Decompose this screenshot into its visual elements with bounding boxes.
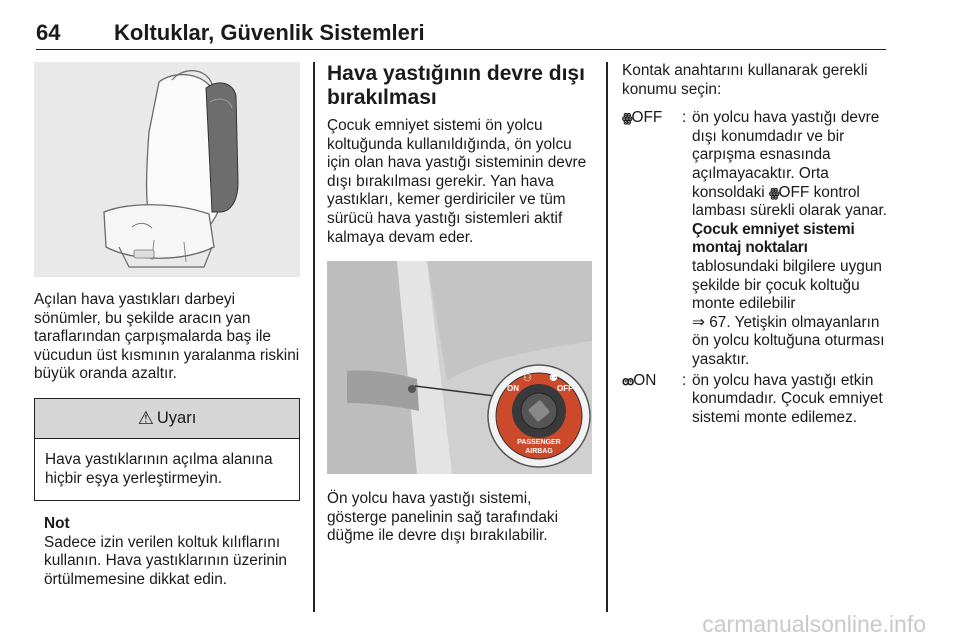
column-left [34, 62, 300, 590]
site-watermark: carmanualsonline.info [702, 611, 926, 637]
note-block [34, 515, 300, 589]
column-right [622, 62, 890, 429]
section-heading: Hava yastığının devre dışı bırakılması [327, 62, 585, 109]
switch-off-label: OFF [557, 384, 573, 394]
switch-passenger-label: PASSENGER [517, 439, 561, 447]
section-paragraph: Çocuk emniyet sistemi ön yolcu koltuğunda kullanıldığında, ön yolcu için olan hava yastığı sisteminin devre dışı bırakılması gerekir. Yan hava yastıkları, kemer gerdiriciler ve tüm sürücü hava yastığı sistemleri aktif kalmaya devam eder. [327, 117, 587, 246]
page-header [36, 18, 886, 50]
airbag-switch-photo [327, 261, 592, 474]
airbag-off-icon: ꙮ [622, 111, 632, 126]
page-reference-arrow-icon: ⇒ [692, 313, 705, 331]
dashboard-switch-drawing [327, 261, 592, 474]
switch-airbag-label: AIRBAG [525, 448, 553, 456]
switch-airbag-on-icon: ⚇ [523, 373, 532, 385]
list-item-on: ꙭON : ön yolcu hava yastığı etkin konumdadır. Çocuk emniyet sistemi monte edilemez. [622, 372, 890, 428]
list-item-off: ꙮOFF : ön yolcu hava yastığı devre dışı konumdadır ve bir çarpışma esnasında açılmayacaktır. Orta konsoldaki ꙮOFF kontrol lambası sürekli olarak yanar. Çocuk emniyet sistemi montaj noktaları tablosundaki bilgilere uygun şekilde bir çocuk koltuğu monte edilebilir ⇒ 67. Yetişkin olmayanların ön yolcu koltuğuna oturması yasaktır. [622, 109, 890, 369]
chapter-title: Koltuklar, Güvenlik Sistemleri [114, 20, 425, 45]
page-reference[interactable]: 67 [709, 313, 727, 331]
instruction-intro: Kontak anahtarını kullanarak gerekli konumu seçin: [622, 62, 868, 98]
page-number: 64 [36, 20, 61, 45]
warning-header [35, 399, 299, 439]
switch-on-label: ON [507, 384, 519, 394]
seat-airbag-illustration [34, 62, 300, 277]
column-divider-right [606, 62, 608, 612]
column-middle [327, 62, 592, 546]
off-term: OFF [631, 109, 663, 127]
off-description: ön yolcu hava yastığı devre dışı konumdadır ve bir çarpışma esnasında açılmayacaktır. Orta konsoldaki ꙮOFF kontrol lambası sürekli olarak yanar. Çocuk emniyet sistemi montaj noktaları tablosundaki bilgilere uygun şekilde bir çocuk koltuğu monte edilebilir ⇒ 67. Yetişkin olmayanların ön yolcu koltuğuna oturması yasaktır. [692, 109, 888, 368]
airbag-on-icon: ꙭ [622, 373, 634, 388]
on-term: ON [633, 371, 657, 389]
airbag-off-icon-inline: ꙮ [769, 185, 779, 200]
column-divider-left [313, 62, 315, 612]
note-text: Sadece izin verilen koltuk kılıflarını kullanın. Hava yastıklarının üzerinin örtülmemesine dikkat edin. [44, 533, 287, 588]
switch-airbag-off-icon: ⚉ [549, 373, 558, 385]
intro-paragraph: Açılan hava yastıkları darbeyi sönümler, bu şekilde aracın yan taraflarından çarpışmalarda baş ile vücudun üst kısmının yaralanma riskini büyük oranda azaltır. [34, 291, 300, 383]
on-description: ön yolcu hava yastığı etkin konumdadır. Çocuk emniyet sistemi monte edilemez. [692, 371, 883, 426]
warning-text: Hava yastıklarının açılma alanına hiçbir eşya yerleştirmeyin. [45, 450, 273, 487]
warning-triangle-icon: ⚠ [137, 407, 154, 428]
switch-position-list [622, 109, 890, 427]
warning-box [34, 398, 300, 501]
seat-airbag-drawing [34, 62, 300, 277]
note-title: Not [44, 515, 70, 533]
warning-title: Uyarı [156, 408, 197, 427]
cross-reference-title[interactable]: Çocuk emniyet sistemi montaj noktaları [692, 220, 855, 257]
photo-caption: Ön yolcu hava yastığı sistemi, gösterge panelinin sağ tarafındaki düğme ile devre dışı bırakılabilir. [327, 490, 559, 545]
